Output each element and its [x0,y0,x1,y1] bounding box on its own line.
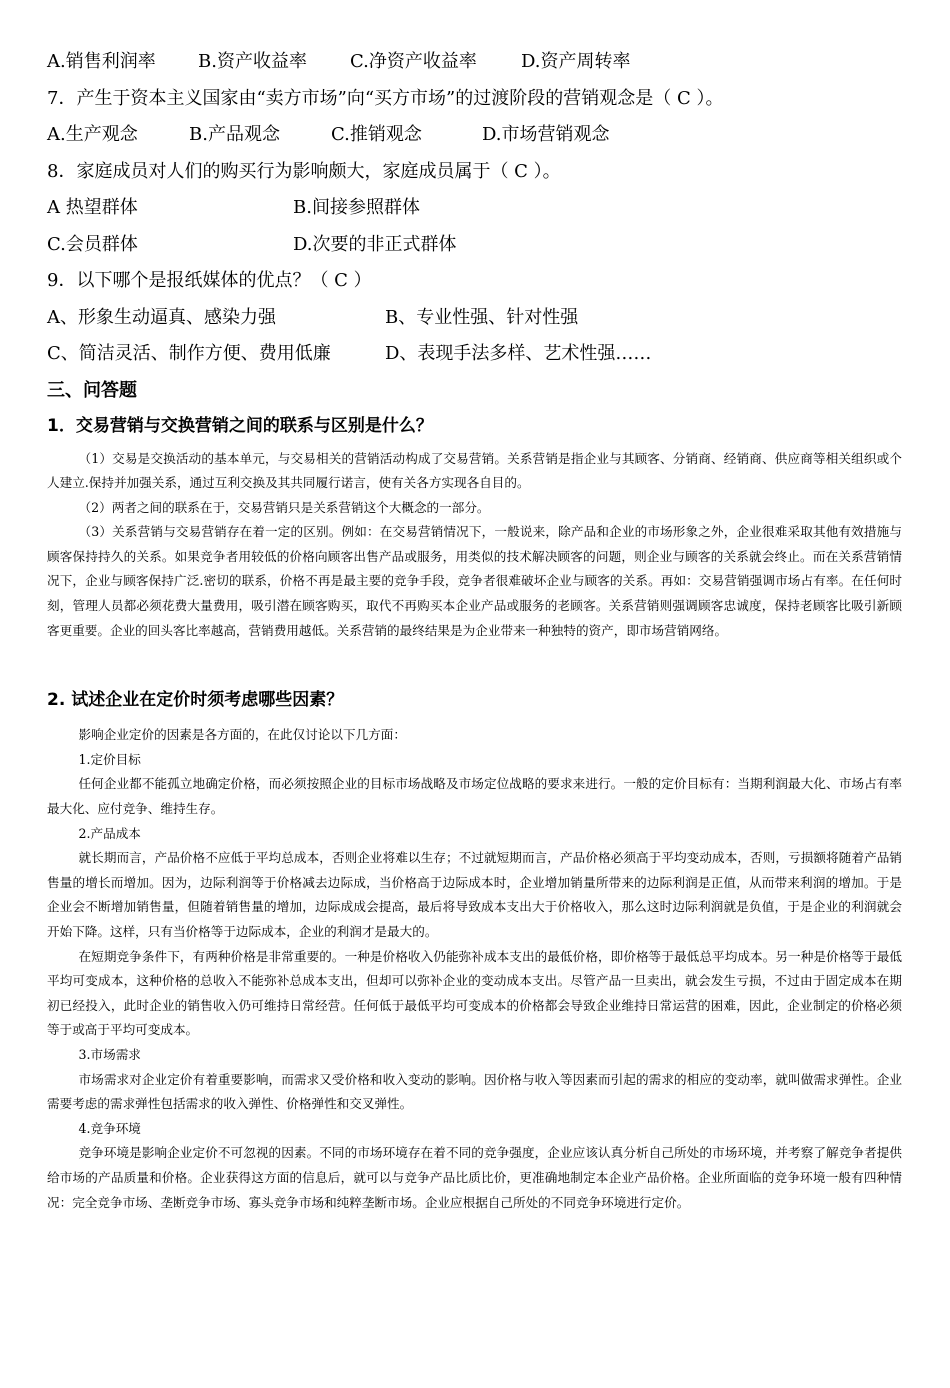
q6-options [47,44,902,81]
q6-option-d: D.资产周转率 [521,51,631,72]
qa1-paragraph: （3）关系营销与交易营销存在着一定的区别。例如：在交易营销情况下，一般说来，除产品和企业的市场形象之外，企业很难采取其他有效措施与顾客保持持久的关系。如果竞争者用较低的价格向顾客出售产品或服务，用类似的技术解决顾客的问题，则企业与顾客的关系就会终止。而在关系营销情况下，企业与顾客保持广泛.密切的联系，价格不再是最主要的竞争手段，竞争者很难破坏企业与顾客的关系。再如：交易营销强调市场占有率。在任何时刻，管理人员都必须花费大量费用，吸引潜在顾客购买，取代不再购买本企业产品或服务的老顾客。关系营销则强调顾客忠诚度，保持老顾客比吸引新顾客更重要。企业的回头客比率越高，营销费用越低。关系营销的最终结果是为企业带来一种独特的资产，即市场营销网络。 [47,524,902,638]
q8-option-c: C.会员群体 [47,233,138,255]
qa2-intro: 影响企业定价的因素是各方面的，在此仅讨论以下几方面： [78,727,406,743]
q7-stem: 7．产生于资本主义国家由“卖方市场”向“买方市场”的过渡阶段的营销观念是（ C ）。 [47,87,724,109]
qa1-paragraph: （2）两者之间的联系在于，交易营销只是关系营销这个大概念的一部分。 [78,499,490,515]
q9-option-d: D、表现手法多样、艺术性强…… [385,343,652,364]
document-page [0,44,950,1388]
q7-option-d: D.市场营销观念 [482,124,610,145]
q8-options-row1 [47,190,902,227]
qa2-heading-4: 4.竞争环境 [78,1120,141,1136]
q9-options-row1 [47,300,902,337]
q8-option-a: A 热望群体 [47,197,138,218]
q6-option-b: B.资产收益率 [198,51,307,72]
qa1-title: 1．交易营销与交换营销之间的联系与区别是什么？ [47,415,433,436]
q8-option-b: B.间接参照群体 [293,197,420,218]
q6-option-c: C.净资产收益率 [350,51,477,72]
q7-option-a: A.生产观念 [47,124,138,145]
qa2-paragraph: 任何企业都不能孤立地确定价格，而必须按照企业的目标市场战略及市场定位战略的要求来进行。一般的定价目标有：当期利润最大化、市场占有率最大化、应付竞争、维持生存。 [47,776,902,817]
q7-option-b: B.产品观念 [189,124,280,145]
qa2-paragraph: 竞争环境是影响企业定价不可忽视的因素。不同的市场环境存在着不同的竞争强度，企业应该认真分析自己所处的市场环境，并考察了解竞争者提供给市场的产品质量和价格。企业获得这方面的信息后，就可以与竞争产品比质比价，更准确地制定本企业产品价格。企业所面临的竞争环境一般有四种情况：完全竞争市场、垄断竞争市场、寡头竞争市场和纯粹垄断市场。企业应根据自己所处的不同竞争环境进行定价。 [47,1145,902,1210]
qa2-title: 2. 试述企业在定价时须考虑哪些因素？ [47,690,344,711]
q7-option-c: C.推销观念 [331,124,422,145]
q9-stem: 9．以下哪个是报纸媒体的优点？（ C ） [47,270,372,291]
q9-option-b: B、专业性强、针对性强 [385,306,579,328]
q8-option-d: D.次要的非正式群体 [293,233,457,255]
qa2-heading-1: 1.定价目标 [78,751,141,767]
qa2-paragraph: 就长期而言，产品价格不应低于平均总成本，否则企业将难以生存；不过就短期而言，产品价格必须高于平均变动成本，否则，亏损额将随着产品销售量的增长而增加。因为，边际利润等于价格减去边际成，当价格高于边际成本时，企业增加销量所带来的边际利润是正值，从而带来利润的增加。于是企业会不断增加销售量，但随着销售量的增加，边际成成会提高，最后将导致成本支出大于价格收入，那么这时边际利润就是负值，于是企业的利润就会开始下降。这样，只有当价格等于边际成本，企业的利润才是最大的。 [47,850,902,939]
q7-options [47,117,902,154]
qa1-paragraph: （1）交易是交换活动的基本单元，与交易相关的营销活动构成了交易营销。关系营销是指企业与其顾客、分销商、经销商、供应商等相关组织或个人建立.保持并加强关系，通过互利交换及其共同履行诺言，使有关各方实现各自目的。 [47,450,902,491]
qa2-answer [47,723,902,1215]
qa2-heading-2: 2.产品成本 [78,825,141,841]
q8-stem: 8．家庭成员对人们的购买行为影响颇大，家庭成员属于（ C ）。 [47,160,561,182]
q6-option-a: A.销售利润率 [47,51,156,72]
qa2-paragraph: 在短期竞争条件下，有两种价格是非常重要的。一种是价格收入仍能弥补成本支出的最低价格，即价格等于最低总平均成本。另一种是价格等于最低平均可变成本，这种价格的总收入不能弥补总成本支出，但却可以弥补企业的变动成本支出。尽管产品一旦卖出，就会发生亏损，不过由于固定成本在期初已经投入，此时企业的销售收入仍可维持日常经营。任何低于最低平均可变成本的价格都会导致企业维持日常运营的困难，因此，企业制定的价格必须等于或高于平均可变成本。 [47,948,902,1038]
section-title: 三、问答题 [47,379,137,401]
q8-options-row2 [47,227,902,264]
qa2-paragraph: 市场需求对企业定价有着重要影响，而需求又受价格和收入变动的影响。因价格与收入等因素而引起的需求的相应的变动率，就叫做需求弹性。企业需要考虑的需求弹性包括需求的收入弹性、价格弹性和交叉弹性。 [47,1071,902,1112]
q9-options-row2 [47,336,902,373]
qa1-answer [47,447,902,644]
q9-option-a: A、形象生动逼真、感染力强 [47,306,276,328]
qa2-heading-3: 3.市场需求 [78,1046,141,1062]
q9-option-c: C、简洁灵活、制作方便、费用低廉 [47,343,331,364]
